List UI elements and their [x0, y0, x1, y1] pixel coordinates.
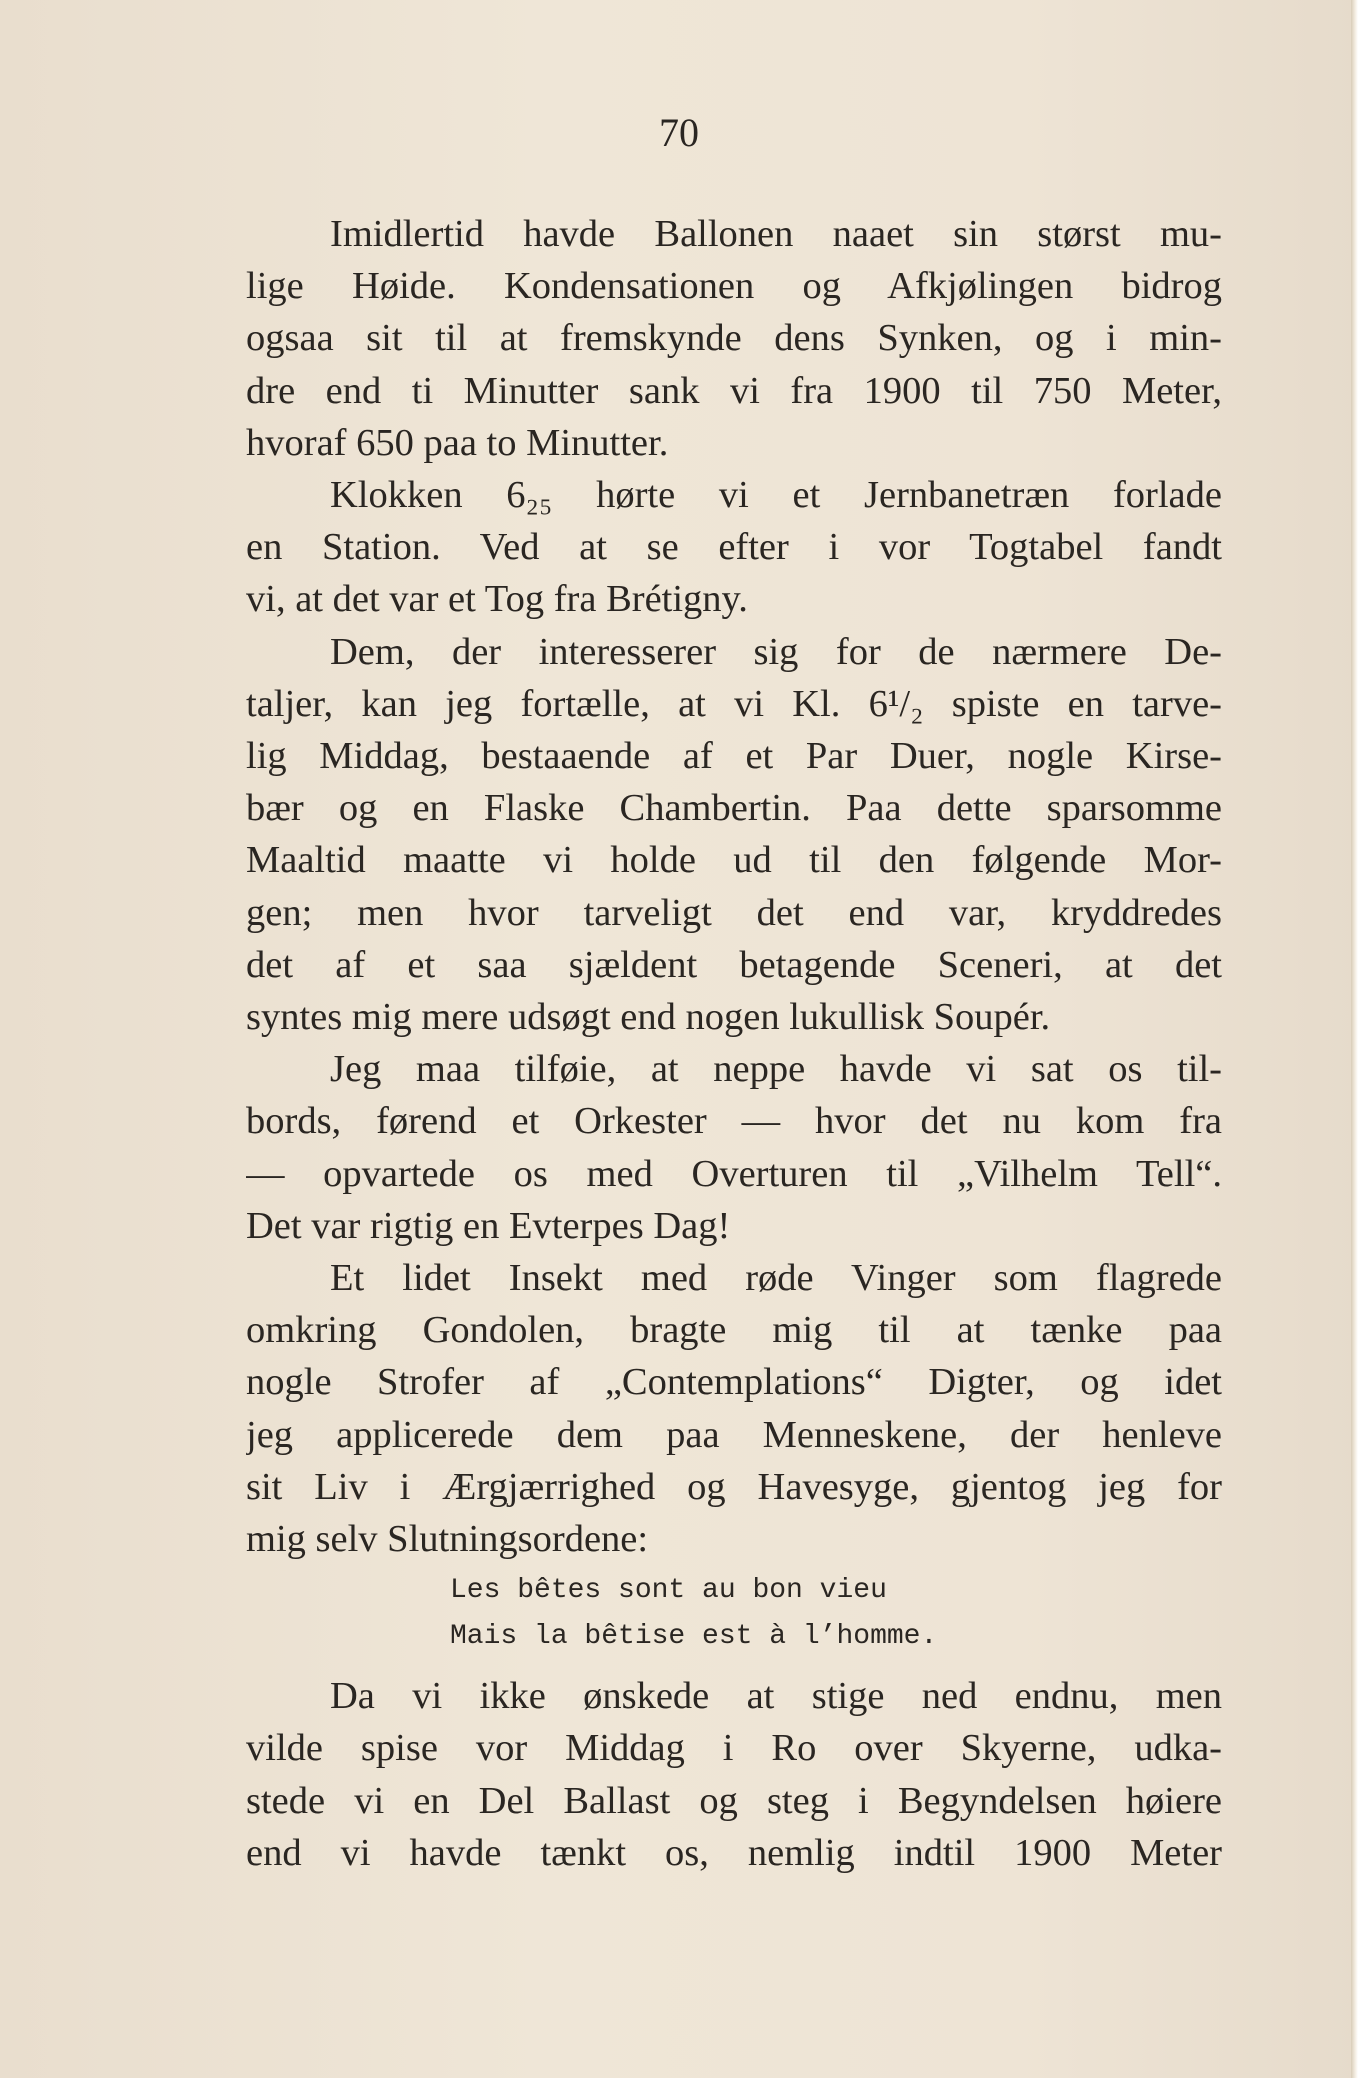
text-line: gen; men hvor tarveligt det end var, kryddredes: [246, 891, 1222, 934]
text-line: dre end ti Minutter sank vi fra 1900 til 750 Meter,: [246, 369, 1222, 412]
paragraph-4: [246, 1043, 1222, 1252]
text-line: Klokken 6₂₅ hørte vi et Jernbanetræn forlade: [330, 474, 1222, 517]
text-line: sit Liv i Ærgjærrighed og Havesyge, gjentog jeg for: [246, 1465, 1222, 1508]
text-line: vilde spise vor Middag i Ro over Skyerne, udka-: [246, 1727, 1222, 1770]
text-line: Maaltid maatte vi holde ud til den følgende Mor-: [246, 839, 1222, 882]
body-text: [246, 208, 1222, 1879]
text-line: end vi havde tænkt os, nemlig indtil 1900 Meter: [246, 1831, 1222, 1874]
text-line: bær og en Flaske Chambertin. Paa dette sparsomme: [246, 787, 1222, 830]
text-line: Et lidet Insekt med røde Vinger som flagrede: [330, 1257, 1222, 1300]
text-line: lige Høide. Kondensationen og Afkjølingen bidrog: [246, 265, 1222, 308]
text-line: vi, at det var et Tog fra Brétigny.: [246, 578, 748, 621]
text-line: Imidlertid havde Ballonen naaet sin størst mu-: [330, 213, 1222, 255]
paragraph-5: [246, 1252, 1222, 1565]
paragraph-2: [246, 469, 1222, 626]
verse-line: Les bêtes sont au bon vieu: [450, 1575, 887, 1607]
text-line: bords, førend et Orkester — hvor det nu kom fra: [246, 1100, 1222, 1143]
text-line: Jeg maa tilføie, at neppe havde vi sat os til-: [330, 1048, 1222, 1091]
paragraph-3: [246, 626, 1222, 1044]
text-line: jeg applicerede dem paa Menneskene, der henleve: [246, 1413, 1222, 1456]
verse-line: Mais la bêtise est à l’homme.: [450, 1621, 938, 1653]
text-line: Det var rigtig en Evterpes Dag!: [246, 1204, 731, 1247]
text-line: det af et saa sjældent betagende Sceneri, at det: [246, 943, 1222, 986]
verse-quote: [246, 1568, 1222, 1660]
paragraph-1: [246, 208, 1222, 469]
text-line: syntes mig mere udsøgt end nogen lukullisk Soupér.: [246, 996, 1051, 1039]
text-line: omkring Gondolen, bragte mig til at tænke paa: [246, 1309, 1222, 1352]
text-line: nogle Strofer af „Contemplations“ Digter, og idet: [246, 1361, 1222, 1404]
page-number: 70: [659, 110, 699, 155]
text-line: ogsaa sit til at fremskynde dens Synken, og i min-: [246, 317, 1222, 360]
text-line: en Station. Ved at se efter i vor Togtabel fandt: [246, 526, 1222, 569]
text-line: taljer, kan jeg fortælle, at vi Kl. 6¹/₂ spiste en tarve-: [246, 682, 1222, 725]
paragraph-6: [246, 1670, 1222, 1879]
text-line: Da vi ikke ønskede at stige ned endnu, men: [330, 1675, 1222, 1718]
text-line: stede vi en Del Ballast og steg i Begyndelsen høiere: [246, 1779, 1222, 1822]
text-line: Dem, der interesserer sig for de nærmere De-: [330, 630, 1222, 673]
page-edge: [1351, 0, 1358, 2078]
text-line: hvoraf 650 paa to Minutter.: [246, 421, 669, 464]
text-line: lig Middag, bestaaende af et Par Duer, nogle Kirse-: [246, 735, 1222, 778]
text-line: — opvartede os med Overturen til „Vilhelm Tell“.: [246, 1152, 1222, 1195]
text-line: mig selv Slutningsordene:: [246, 1518, 649, 1561]
